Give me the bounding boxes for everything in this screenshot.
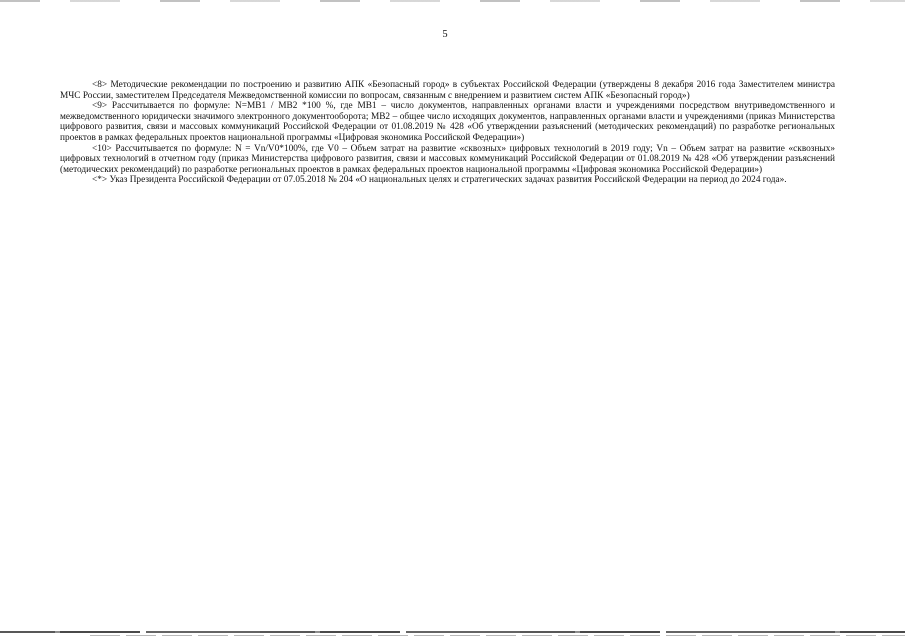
- footnote-8: <8> Методические рекомендации по построению и развитию АПК «Безопасный город» в субъектах Российской Федерации (утверждены 8 декабря 2016 года Заместителем министра МЧС России, заместителем Председателя Межведомственной комиссии по вопросам, связанным с внедрением и развитием систем АПК «Безопасный город»): [60, 80, 835, 101]
- scan-bottom-edge: [0, 631, 905, 633]
- footnote-asterisk: <*> Указ Президента Российской Федерации от 07.05.2018 № 204 «О национальных целях и стратегических задачах развития Российской Федерации на период до 2024 года».: [92, 175, 787, 186]
- scan-top-edge: [0, 0, 905, 2]
- footnotes-block: [60, 80, 835, 186]
- page-number: 5: [442, 29, 448, 40]
- footnote-9: <9> Рассчитывается по формуле: N=MB1 / MB2 *100 %, где MB1 – число документов, направленных органами власти и учреждениями посредством внутриведомственного и межведомственного юридически значимого электронного документооборота; MB2 – общее число исходящих документов, направленных органами власти и учреждениями (приказ Министерства цифрового развития, связи и массовых коммуникаций Российской Федерации от 01.08.2019 № 428 «Об утверждении разъяснений (методических рекомендаций) по разработке региональных проектов в рамках федеральных проектов национальной программы «Цифровая экономика Российской Федерации»): [60, 101, 835, 143]
- footnote-10: <10> Рассчитывается по формуле: N = Vn/V0*100%, где V0 – Объем затрат на развитие «сквозных» цифровых технологий в 2019 году; Vn – Объем затрат на развитие «сквозных» цифровых технологий в отчетном году (приказ Министерства цифрового развития, связи и массовых коммуникаций Российской Федерации от 01.08.2019 № 428 «Об утверждении разъяснений (методических рекомендаций) по разработке региональных проектов в рамках федеральных проектов национальной программы «Цифровая экономика Российской Федерации»): [60, 143, 835, 175]
- scan-bottom-edge-secondary: [90, 635, 905, 636]
